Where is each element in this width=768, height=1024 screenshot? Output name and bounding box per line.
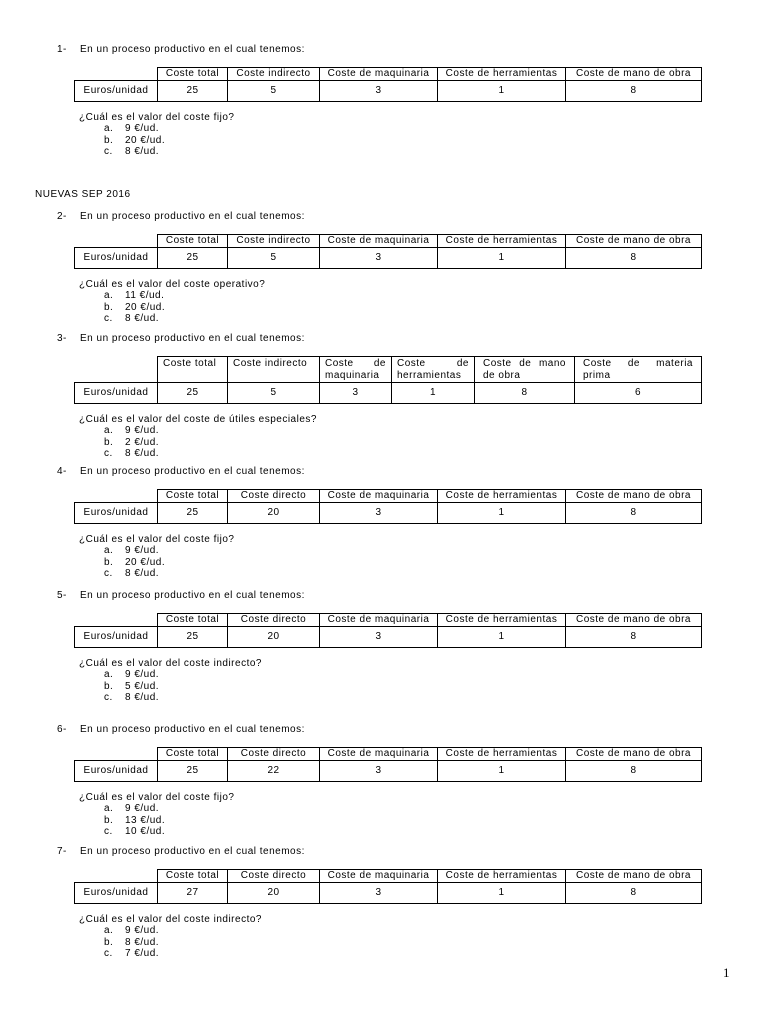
option-letter: a. — [104, 290, 114, 301]
table-data-row — [75, 81, 702, 102]
column-header: Coste de herramientas — [438, 490, 566, 503]
question-prompt: ¿Cuál es el valor del coste operativo? — [79, 278, 266, 290]
row-label: Euros/unidad — [75, 627, 158, 648]
table-cell: 8 — [566, 883, 702, 904]
table-data-row — [75, 883, 702, 904]
cost-table — [74, 356, 702, 404]
column-header: Coste indirecto — [228, 235, 320, 248]
column-header: Coste directo — [228, 748, 320, 761]
option-text: 20 €/ud. — [125, 301, 166, 313]
table-cell: 25 — [158, 81, 228, 102]
column-header: Coste de mano de obra — [566, 490, 702, 503]
answer-option — [0, 290, 768, 302]
question-number: 7- — [57, 846, 67, 857]
question-prompt: ¿Cuál es el valor del coste fijo? — [79, 533, 235, 545]
question-heading — [0, 846, 768, 858]
option-text: 9 €/ud. — [125, 425, 160, 436]
question-block — [0, 333, 768, 460]
option-text: 20 €/ud. — [125, 556, 166, 568]
option-letter: b. — [104, 436, 114, 448]
option-text: 8 €/ud. — [125, 146, 160, 157]
question-intro: En un proceso productivo en el cual tenemos: — [80, 846, 305, 857]
option-text: 11 €/ud. — [125, 290, 165, 301]
option-text: 8 €/ud. — [125, 568, 160, 579]
column-header: Coste de herramientas — [438, 870, 566, 883]
column-header: Coste total — [158, 614, 228, 627]
question-intro: En un proceso productivo en el cual tenemos: — [80, 724, 305, 735]
question-prompt: ¿Cuál es el valor del coste de útiles especiales? — [79, 413, 317, 425]
column-header: Coste de herramientas — [392, 357, 475, 383]
answer-option — [0, 803, 768, 815]
column-header: Coste de maquinaria — [320, 490, 438, 503]
question-intro: En un proceso productivo en el cual tenemos: — [80, 44, 305, 55]
question-intro: En un proceso productivo en el cual tenemos: — [80, 333, 305, 344]
answer-option — [0, 937, 768, 949]
answer-option — [0, 568, 768, 580]
question-number: 4- — [57, 466, 67, 477]
column-header: Coste directo — [228, 870, 320, 883]
question-number: 5- — [57, 590, 67, 601]
table-cell: 6 — [575, 383, 702, 404]
table-data-row — [75, 761, 702, 782]
question-block — [0, 44, 768, 158]
table-corner-cell — [75, 68, 158, 81]
answer-option — [0, 681, 768, 693]
answer-option — [0, 448, 768, 460]
question-heading — [0, 466, 768, 478]
column-header: Coste de maquinaria — [320, 68, 438, 81]
table-corner-cell — [75, 235, 158, 248]
option-text: 10 €/ud. — [125, 826, 166, 837]
column-header: Coste de herramientas — [438, 235, 566, 248]
table-corner-cell — [75, 748, 158, 761]
section-label: NUEVAS SEP 2016 — [35, 189, 131, 200]
option-text: 8 €/ud. — [125, 448, 160, 459]
answer-option — [0, 815, 768, 827]
option-letter: c. — [104, 568, 113, 579]
table-header-row — [75, 870, 702, 883]
answer-options — [0, 123, 768, 158]
column-header: Coste de mano de obra — [566, 68, 702, 81]
question-heading — [0, 44, 768, 56]
column-header: Coste de materia prima — [575, 357, 702, 383]
column-header: Coste de maquinaria — [320, 614, 438, 627]
table-cell: 20 — [228, 503, 320, 524]
question-block — [0, 466, 768, 580]
option-text: 8 €/ud. — [125, 936, 160, 948]
table-cell: 22 — [228, 761, 320, 782]
column-header: Coste de mano de obra — [566, 235, 702, 248]
table-cell: 20 — [228, 627, 320, 648]
table-cell: 8 — [566, 627, 702, 648]
option-letter: b. — [104, 680, 114, 692]
table-cell: 8 — [475, 383, 575, 404]
question-number: 3- — [57, 333, 67, 344]
column-header: Coste de mano de obra — [566, 614, 702, 627]
column-header: Coste de herramientas — [438, 614, 566, 627]
question-prompt: ¿Cuál es el valor del coste fijo? — [79, 111, 235, 123]
table-cell: 3 — [320, 248, 438, 269]
option-letter: b. — [104, 301, 114, 313]
question-number: 2- — [57, 211, 67, 222]
table-cell: 8 — [566, 248, 702, 269]
column-header: Coste directo — [228, 490, 320, 503]
column-header: Coste de maquinaria — [320, 870, 438, 883]
table-header-row — [75, 357, 702, 383]
table-cell: 8 — [566, 761, 702, 782]
column-header: Coste de mano de obra — [475, 357, 575, 383]
answer-option — [0, 925, 768, 937]
option-letter: b. — [104, 556, 114, 568]
table-header-row — [75, 748, 702, 761]
question-prompt: ¿Cuál es el valor del coste fijo? — [79, 791, 235, 803]
column-header: Coste de maquinaria — [320, 357, 392, 383]
answer-option — [0, 437, 768, 449]
answer-option — [0, 826, 768, 838]
option-text: 8 €/ud. — [125, 313, 160, 324]
question-prompt: ¿Cuál es el valor del coste indirecto? — [79, 913, 262, 925]
option-text: 5 €/ud. — [125, 680, 160, 692]
column-header: Coste de mano de obra — [566, 870, 702, 883]
column-header: Coste total — [158, 870, 228, 883]
answer-options — [0, 925, 768, 960]
page-number: 1 — [723, 965, 730, 980]
table-cell: 5 — [228, 81, 320, 102]
table-cell: 1 — [438, 81, 566, 102]
option-text: 13 €/ud. — [125, 814, 166, 826]
answer-option — [0, 692, 768, 704]
option-text: 9 €/ud. — [125, 803, 160, 814]
option-letter: a. — [104, 669, 114, 680]
row-label: Euros/unidad — [75, 761, 158, 782]
option-text: 9 €/ud. — [125, 123, 160, 134]
option-text: 9 €/ud. — [125, 925, 160, 936]
table-corner-cell — [75, 870, 158, 883]
table-cell: 8 — [566, 81, 702, 102]
question-intro: En un proceso productivo en el cual tenemos: — [80, 590, 305, 601]
column-header: Coste de herramientas — [438, 748, 566, 761]
option-letter: c. — [104, 313, 113, 324]
table-cell: 25 — [158, 503, 228, 524]
answer-option — [0, 302, 768, 314]
column-header: Coste de herramientas — [438, 68, 566, 81]
answer-option — [0, 545, 768, 557]
column-header: Coste total — [158, 68, 228, 81]
table-cell: 3 — [320, 627, 438, 648]
column-header: Coste total — [158, 748, 228, 761]
option-letter: a. — [104, 123, 114, 134]
answer-option — [0, 135, 768, 147]
question-intro: En un proceso productivo en el cual tenemos: — [80, 466, 305, 477]
answer-option — [0, 146, 768, 158]
table-cell: 5 — [228, 248, 320, 269]
table-cell: 1 — [438, 761, 566, 782]
table-data-row — [75, 248, 702, 269]
question-number: 6- — [57, 724, 67, 735]
question-block — [0, 211, 768, 325]
table-cell: 25 — [158, 627, 228, 648]
answer-option — [0, 313, 768, 325]
option-text: 9 €/ud. — [125, 545, 160, 556]
table-header-row — [75, 490, 702, 503]
option-letter: b. — [104, 134, 114, 146]
option-letter: c. — [104, 448, 113, 459]
option-letter: b. — [104, 936, 114, 948]
table-data-row — [75, 627, 702, 648]
column-header: Coste directo — [228, 614, 320, 627]
column-header: Coste total — [158, 490, 228, 503]
table-cell: 25 — [158, 761, 228, 782]
row-label: Euros/unidad — [75, 383, 158, 404]
table-header-row — [75, 68, 702, 81]
column-header: Coste indirecto — [228, 68, 320, 81]
cost-table — [74, 67, 702, 102]
table-cell: 3 — [320, 503, 438, 524]
table-cell: 1 — [438, 627, 566, 648]
question-heading — [0, 590, 768, 602]
table-cell: 25 — [158, 383, 228, 404]
option-text: 8 €/ud. — [125, 692, 160, 703]
row-label: Euros/unidad — [75, 503, 158, 524]
table-cell: 8 — [566, 503, 702, 524]
table-cell: 3 — [320, 883, 438, 904]
column-header: Coste de mano de obra — [566, 748, 702, 761]
cost-table — [74, 489, 702, 524]
question-heading — [0, 724, 768, 736]
cost-table — [74, 869, 702, 904]
table-cell: 1 — [392, 383, 475, 404]
table-cell: 1 — [438, 883, 566, 904]
table-corner-cell — [75, 490, 158, 503]
row-label: Euros/unidad — [75, 248, 158, 269]
option-text: 20 €/ud. — [125, 134, 166, 146]
answer-option — [0, 557, 768, 569]
question-number: 1- — [57, 44, 67, 55]
question-block — [0, 846, 768, 960]
option-letter: b. — [104, 814, 114, 826]
answer-option — [0, 425, 768, 437]
answer-options — [0, 669, 768, 704]
table-cell: 3 — [320, 383, 392, 404]
table-cell: 27 — [158, 883, 228, 904]
table-cell: 25 — [158, 248, 228, 269]
question-prompt: ¿Cuál es el valor del coste indirecto? — [79, 657, 262, 669]
table-cell: 3 — [320, 81, 438, 102]
option-letter: c. — [104, 146, 113, 157]
table-corner-cell — [75, 614, 158, 627]
table-data-row — [75, 503, 702, 524]
option-text: 7 €/ud. — [125, 948, 160, 959]
option-letter: a. — [104, 803, 114, 814]
table-cell: 1 — [438, 248, 566, 269]
table-data-row — [75, 383, 702, 404]
option-letter: c. — [104, 692, 113, 703]
table-cell: 3 — [320, 761, 438, 782]
column-header: Coste total — [158, 357, 228, 383]
row-label: Euros/unidad — [75, 883, 158, 904]
question-heading — [0, 333, 768, 345]
cost-table — [74, 747, 702, 782]
table-cell: 20 — [228, 883, 320, 904]
answer-option — [0, 948, 768, 960]
question-intro: En un proceso productivo en el cual tenemos: — [80, 211, 305, 222]
option-letter: a. — [104, 425, 114, 436]
option-letter: a. — [104, 545, 114, 556]
cost-table — [74, 234, 702, 269]
answer-options — [0, 545, 768, 580]
option-letter: a. — [104, 925, 114, 936]
table-header-row — [75, 614, 702, 627]
option-text: 2 €/ud. — [125, 436, 160, 448]
column-header: Coste indirecto — [228, 357, 320, 383]
table-cell: 5 — [228, 383, 320, 404]
cost-table — [74, 613, 702, 648]
answer-options — [0, 425, 768, 460]
answer-option — [0, 123, 768, 135]
question-block — [0, 724, 768, 838]
table-cell: 1 — [438, 503, 566, 524]
column-header: Coste de maquinaria — [320, 235, 438, 248]
option-text: 9 €/ud. — [125, 669, 160, 680]
answer-option — [0, 669, 768, 681]
question-block — [0, 590, 768, 704]
answer-options — [0, 803, 768, 838]
table-header-row — [75, 235, 702, 248]
question-heading — [0, 211, 768, 223]
column-header: Coste total — [158, 235, 228, 248]
row-label: Euros/unidad — [75, 81, 158, 102]
answer-options — [0, 290, 768, 325]
option-letter: c. — [104, 948, 113, 959]
table-corner-cell — [75, 357, 158, 383]
option-letter: c. — [104, 826, 113, 837]
column-header: Coste de maquinaria — [320, 748, 438, 761]
